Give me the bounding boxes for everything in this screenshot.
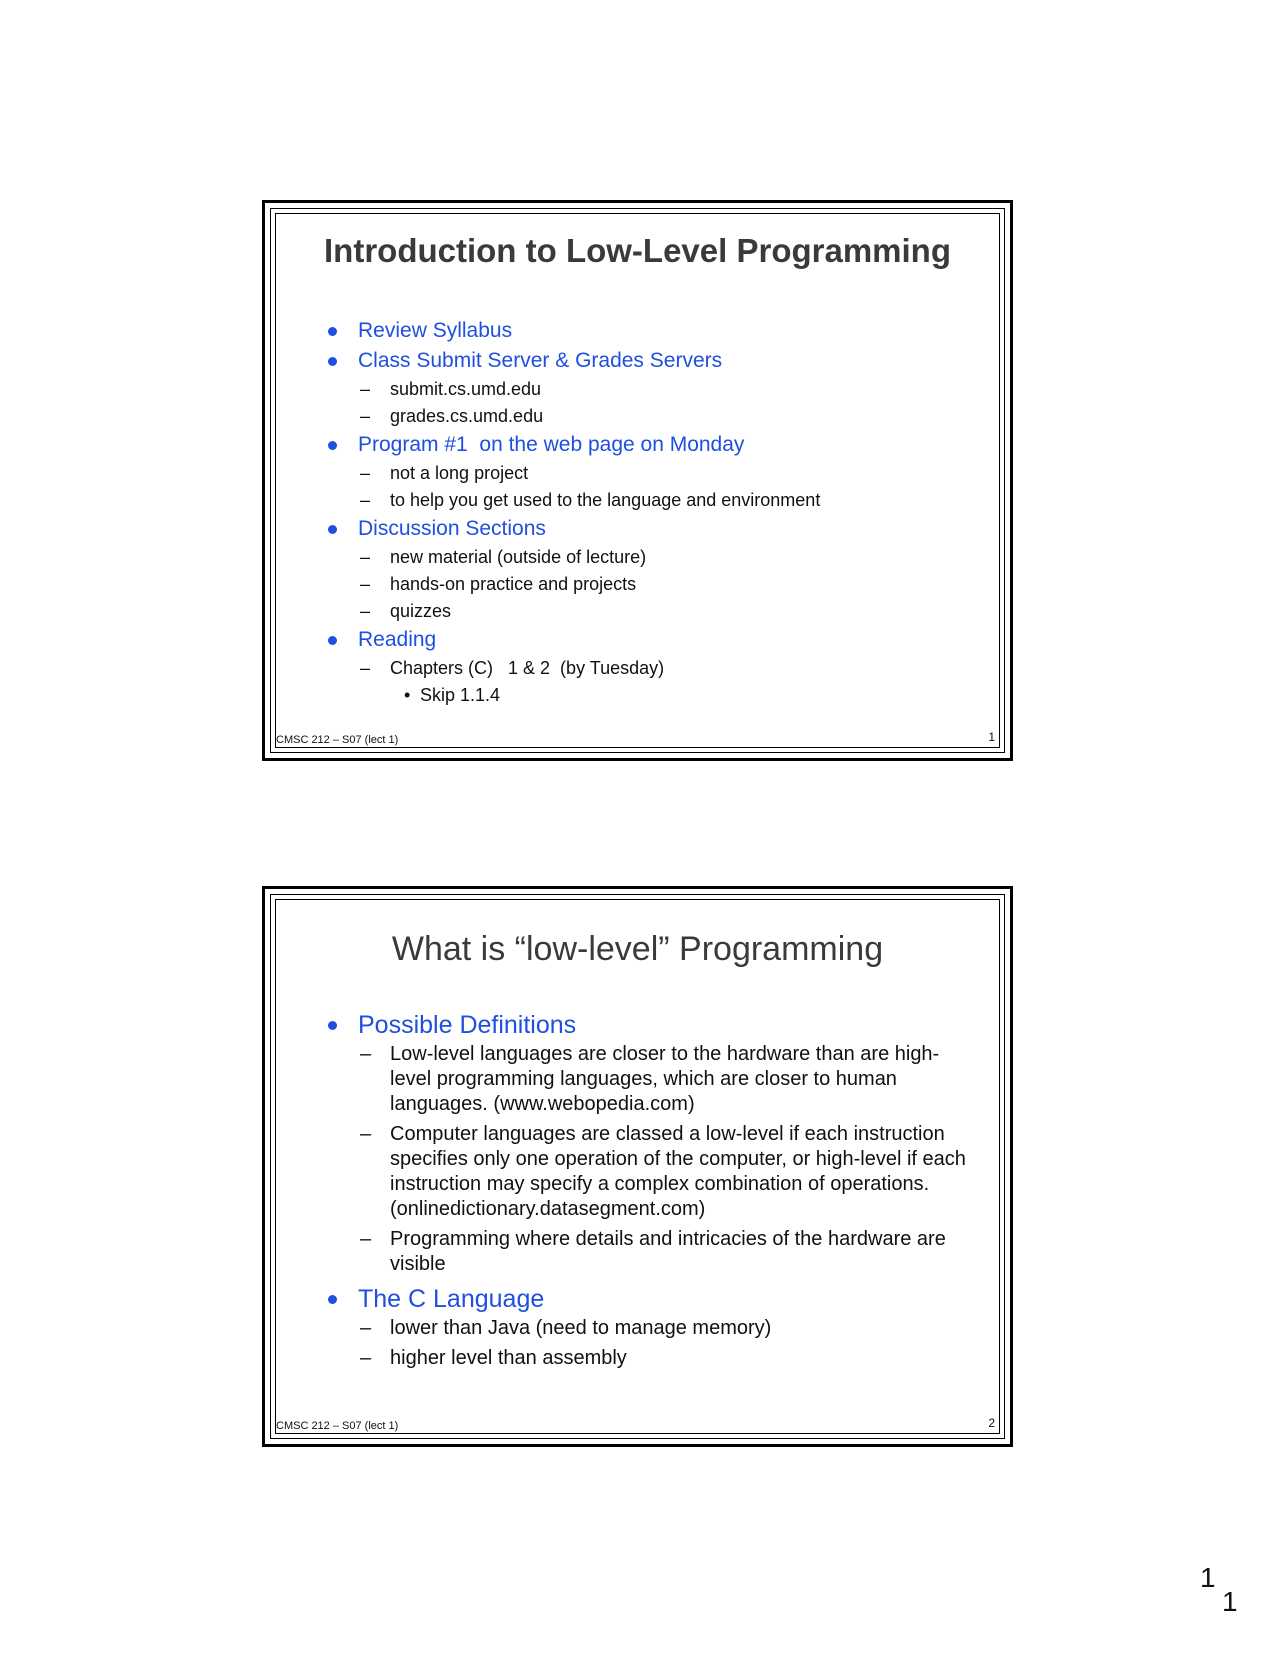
sub-bullet-item: – hands-on practice and projects <box>360 574 637 594</box>
bullet-item: Reading <box>328 625 979 655</box>
sub-bullet-item: – Programming where details and intricacies of the hardware are visible <box>360 1228 946 1275</box>
bullet-dot-icon <box>328 357 337 366</box>
slide-title: What is “low-level” Programming <box>391 930 884 968</box>
bullet-item: Review Syllabus <box>328 316 979 346</box>
sub-bullet-item: – submit.cs.umd.edu <box>360 379 542 399</box>
page-number: 1 <box>1222 1586 1238 1617</box>
bullet-dot-icon <box>328 525 337 534</box>
slide-number: 2 <box>988 1416 995 1430</box>
bullet-dot-icon <box>328 636 337 645</box>
sub-bullet-item: – Low-level languages are closer to the hardware than are high-level programming languages, which are closer to human languages. (www.webopedia.com) <box>360 1043 940 1115</box>
page-number: 1 <box>1200 1562 1216 1593</box>
sub-bullet-item: – Chapters (C) 1 & 2 (by Tuesday) <box>360 658 665 678</box>
sub-bullet-item: – quizzes <box>360 601 452 621</box>
bullet-list <box>328 1008 979 1376</box>
slide-footer: CMSC 212 – S07 (lect 1) <box>276 1420 399 1432</box>
bullet-dot-icon <box>328 441 337 450</box>
bullet-item: Possible Definitions <box>328 1008 979 1042</box>
slide-2 <box>262 886 1013 1447</box>
bullet-item: Discussion Sections <box>328 514 979 544</box>
bullet-dot-icon <box>328 1021 337 1030</box>
bullet-dot-icon <box>328 1295 337 1304</box>
bullet-item: Program #1 on the web page on Monday <box>328 430 979 460</box>
slide-title: Introduction to Low-Level Programming <box>324 232 951 269</box>
bullet-dot-icon <box>328 327 337 336</box>
bullet-list <box>328 316 979 709</box>
slide-number: 1 <box>988 730 995 744</box>
sub-sub-bullet-item: • Skip 1.1.4 <box>404 685 501 705</box>
sub-bullet-item: – Computer languages are classed a low-level if each instruction specifies only one operation of the computer, or high-level if each instruction may specify a complex combination of operations. (onlinedictionary.datasegment.com) <box>360 1123 966 1220</box>
bullet-item: Class Submit Server & Grades Servers <box>328 346 979 376</box>
sub-bullet-item: – new material (outside of lecture) <box>360 547 647 567</box>
sub-bullet-item: – not a long project <box>360 463 529 483</box>
sub-bullet-item: – lower than Java (need to manage memory) <box>360 1317 772 1339</box>
sub-bullet-item: – higher level than assembly <box>360 1347 627 1369</box>
bullet-item: The C Language <box>328 1282 979 1316</box>
sub-bullet-item: – grades.cs.umd.edu <box>360 406 544 426</box>
sub-bullet-item: – to help you get used to the language and environment <box>360 490 821 510</box>
slide-1 <box>262 200 1013 761</box>
slide-footer: CMSC 212 – S07 (lect 1) <box>276 734 399 746</box>
